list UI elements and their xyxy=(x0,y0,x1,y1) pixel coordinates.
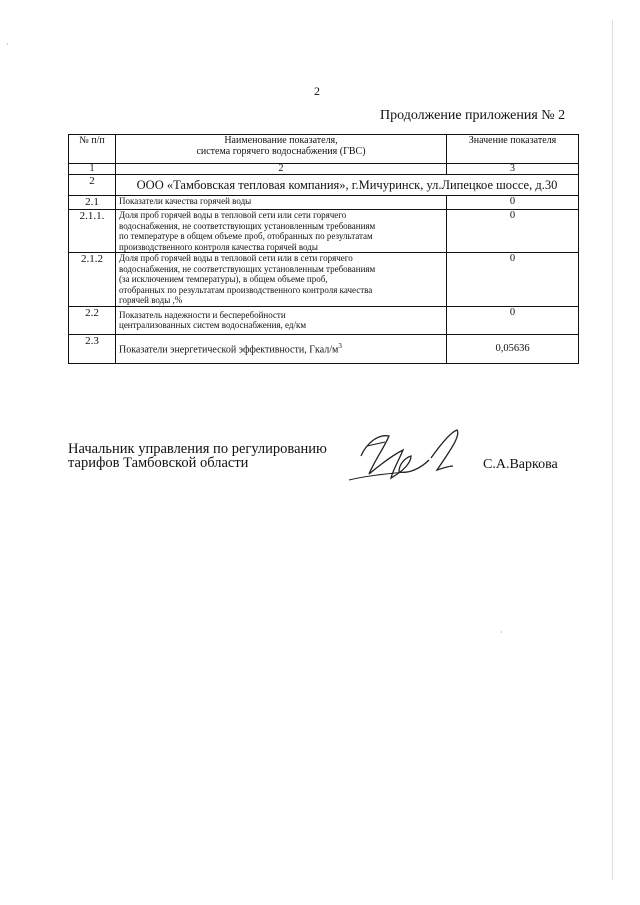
indicators-table xyxy=(68,134,579,364)
signer-position-line-1: Начальник управления по регулированию xyxy=(68,441,327,457)
row-name-line: Доля проб горячей воды в тепловой сети или сети горячего xyxy=(119,210,347,220)
unit-superscript: 3 xyxy=(338,342,342,351)
scan-speck: · xyxy=(6,40,9,49)
row-name-line: водоснабжения, не соответствующих установленным требованиям xyxy=(119,263,376,274)
row-value: 0 xyxy=(447,210,579,253)
header-value: Значение показателя xyxy=(447,135,579,164)
row-number: 2.2 xyxy=(69,306,116,334)
scan-speck: · xyxy=(500,628,503,637)
scan-edge-line xyxy=(612,20,613,880)
row-name xyxy=(116,306,447,334)
organization-row xyxy=(69,175,579,196)
column-number: 3 xyxy=(447,164,579,175)
signer-position xyxy=(68,442,327,470)
row-name xyxy=(116,196,447,210)
row-name-line: Доля проб горячей воды в тепловой сети или в сети горячего xyxy=(119,253,353,263)
header-name-line-2: система горячего водоснабжения (ГВС) xyxy=(196,146,366,157)
header-number: № п/п xyxy=(69,135,116,164)
row-value: 0 xyxy=(447,196,579,210)
org-name: ООО «Тамбовская тепловая компания», г.Мичуринск, ул.Липецкое шоссе, д.30 xyxy=(116,175,579,196)
header-name-line-1: Наименование показателя, xyxy=(224,135,338,146)
page-number: 2 xyxy=(314,84,320,98)
column-numbers-row xyxy=(69,164,579,175)
row-name-line: водоснабжения, не соответствующих установленным требованиям xyxy=(119,220,376,231)
row-name-line: по температуре в общем объеме проб, отобранных по результатам xyxy=(119,231,373,241)
org-number: 2 xyxy=(69,175,116,196)
signer-position-line-2: тарифов Тамбовской области xyxy=(68,455,249,471)
continuation-heading: Продолжение приложения № 2 xyxy=(380,108,566,123)
row-name xyxy=(116,334,447,363)
handwritten-signature xyxy=(345,424,475,490)
table-header-row xyxy=(69,135,579,164)
signer-name: С.А.Варкова xyxy=(483,457,558,472)
table-row xyxy=(69,306,579,334)
row-number: 2.1 xyxy=(69,196,116,210)
row-value: 0,05636 xyxy=(447,334,579,363)
header-indicator-name xyxy=(116,135,447,164)
table-row xyxy=(69,196,579,210)
row-value: 0 xyxy=(447,306,579,334)
table-row xyxy=(69,210,579,253)
column-number: 1 xyxy=(69,164,116,175)
row-number: 2.3 xyxy=(69,334,116,363)
row-number: 2.1.1. xyxy=(69,210,116,253)
row-name-line: Показатель надежности и бесперебойности xyxy=(119,309,286,320)
row-number: 2.1.2 xyxy=(69,253,116,307)
column-number: 2 xyxy=(116,164,447,175)
table-row xyxy=(69,334,579,363)
row-name-line: Показатели качества горячей воды xyxy=(119,196,252,206)
row-name xyxy=(116,210,447,253)
row-name-line: (за исключением температуры), в общем объеме проб, xyxy=(119,274,328,284)
table-row xyxy=(69,253,579,307)
row-name-line: отобранных по результатам производственного контроля качества xyxy=(119,284,373,295)
row-value: 0 xyxy=(447,253,579,307)
row-name-line: Показатели энергетической эффективности, Гкал/м xyxy=(119,344,339,356)
row-name xyxy=(116,253,447,307)
row-name-line: производственного контроля качества горячей воды xyxy=(119,241,318,252)
row-name-line: централизованных систем водоснабжения, ед/км xyxy=(119,320,307,330)
row-name-line: горячей воды ,% xyxy=(119,295,183,305)
